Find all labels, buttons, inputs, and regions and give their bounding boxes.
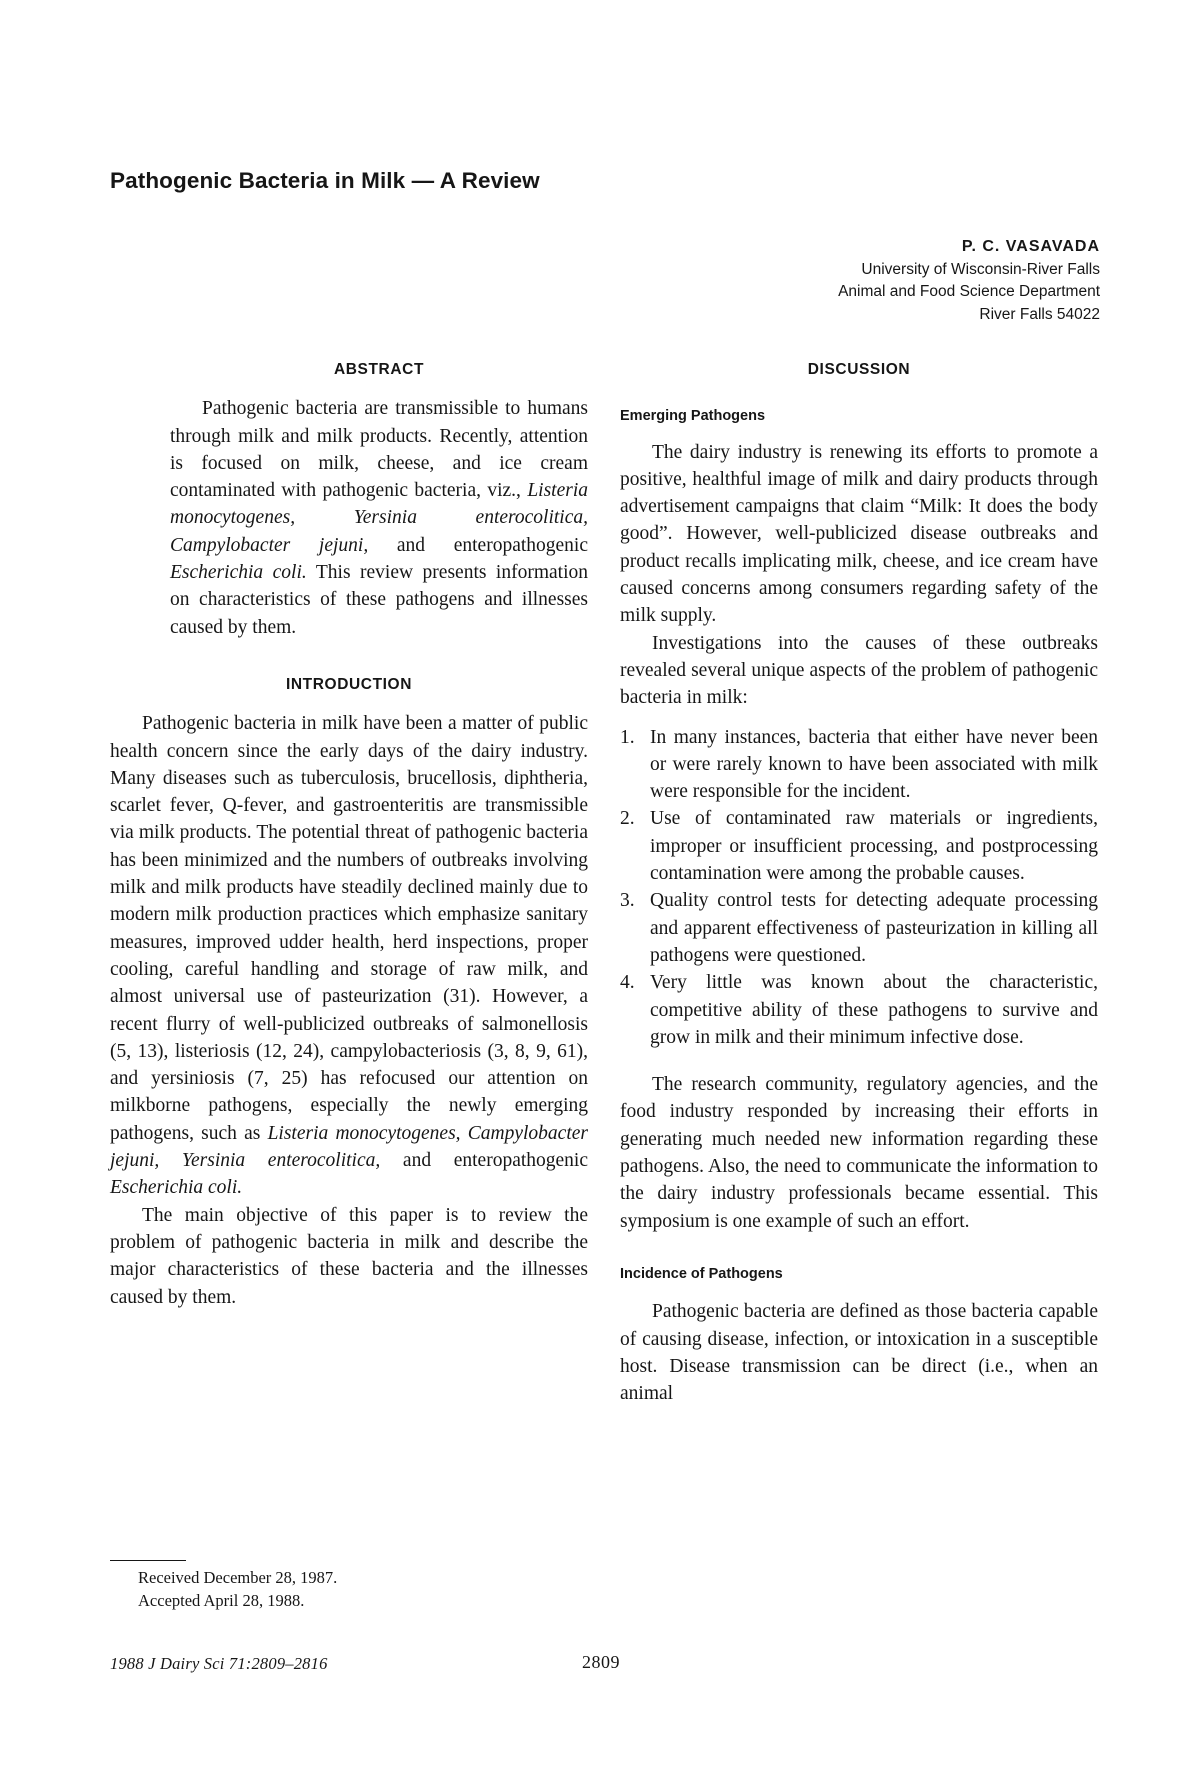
abstract-joiner: and enteropathogenic [396, 534, 588, 556]
footnotes [138, 1566, 337, 1612]
author-name: P. C. VASAVADA [961, 238, 1100, 255]
introduction-paragraph [110, 710, 588, 1201]
right-column [620, 356, 1098, 1407]
intro-joiner: and enteropathogenic [402, 1150, 588, 1172]
issues-list [620, 724, 1098, 1052]
intro-body: Pathogenic bacteria in milk have been a matter of public health concern since the early days of the dairy industry. Many diseases such as tuberculosis, brucellosis, diphtheria, scarlet fever, Q-fever, and gastroenteritis are transmissible via milk products. The potential threat of pathogenic bacteria has been minimized and the numbers of outbreaks involving milk and milk products have steadily declined mainly due to modern milk production practices which emphasize sanitary measures, improved udder health, herd inspections, proper cooling, careful handling and storage of raw milk, and almost universal use of pasteurization (31). However, a recent flurry of well-publicized outbreaks of salmonellosis (5, 13), listeriosis (12, 24), campylobacteriosis (3, 8, 9, 61), and yersiniosis (7, 25) has refocused our attention on milkborne pathogens, especially the newly emerging pathogens, such as [110, 713, 588, 1144]
list-item: 3. Quality control tests for detecting adequate processing and apparent effectiveness of pasteurization in killing all pathogens were questioned. [620, 890, 1098, 966]
author-block [580, 236, 1100, 326]
list-item: 4. Very little was known about the characteristic, competitive ability of these pathogens to survive and grow in milk and their minimum infective dose. [620, 972, 1098, 1048]
affiliation-line: Animal and Food Science Department [838, 283, 1100, 300]
introduction-paragraph: The main objective of this paper is to review the problem of pathogenic bacteria in milk and describe the major characteristics of these bacteria and the illnesses caused by them. [110, 1204, 588, 1308]
affiliation-line: River Falls 54022 [979, 305, 1100, 323]
subsection-heading: Incidence of Pathogens [620, 1265, 783, 1282]
species-name: Listeria monocytogenes, Campylobacter jejuni, Yersinia enterocolitica, [110, 1122, 588, 1172]
discussion-paragraph: The dairy industry is renewing its efforts to promote a positive, healthful image of milk and dairy products through advertisement campaigns that claim “Milk: It does the body good”. However, well-publicized disease outbreaks and product recalls implicating milk, cheese, and ice cream have caused concerns among consumers regarding safety of the milk supply. [620, 441, 1098, 627]
species-name: Escherichia coli. [170, 562, 307, 584]
discussion-paragraph: Pathogenic bacteria are defined as those bacteria capable of causing disease, infection, or intoxication in a susceptible host. Disease transmission can be direct (i.e., when an animal [620, 1301, 1098, 1405]
discussion-heading: DISCUSSION [807, 361, 911, 378]
species-name: Escherichia coli. [110, 1177, 243, 1199]
footnote-rule [110, 1560, 186, 1561]
subsection-heading: Emerging Pathogens [620, 408, 766, 425]
journal-citation: 1988 J Dairy Sci 71:2809–2816 [110, 1654, 328, 1673]
affiliation-line: University of Wisconsin-River Falls [861, 260, 1100, 278]
abstract-intro: Pathogenic bacteria are transmissible to humans through milk and milk products. Recently, attention is focused on milk, cheese, and ice cream contaminated with pathogenic bacteria, viz., [170, 398, 588, 502]
abstract-conclusion: This review presents information on characteristics of these pathogens and illnesses caused by them. [170, 562, 588, 638]
page-number: 2809 [582, 1652, 620, 1672]
introduction-heading: INTRODUCTION [285, 675, 413, 693]
abstract-text [170, 395, 588, 641]
discussion-paragraph: The research community, regulatory agencies, and the food industry responded by increasing their efforts in generating much needed new information regarding these pathogens. Also, the need to communicate the information to the dairy industry professionals became essential. This symposium is one example of such an effort. [620, 1074, 1098, 1232]
species-name: Listeria monocytogenes, [170, 480, 589, 529]
species-name: Campylobacter jejuni, [170, 534, 369, 556]
discussion-paragraph: Investigations into the causes of these outbreaks revealed several unique aspects of the problem of pathogenic bacteria in milk: [620, 632, 1098, 709]
footnote-received: Received December 28, 1987. [138, 1568, 338, 1587]
species-name: Yersinia enterocolitica, [353, 507, 589, 529]
footnote-accepted: Accepted April 28, 1988. [138, 1591, 305, 1610]
list-item: 1. In many instances, bacteria that either have never been or were rarely known to have been associated with milk were responsible for the incident. [620, 726, 1098, 803]
left-column [110, 356, 588, 1311]
abstract-heading: ABSTRACT [333, 361, 425, 378]
paper-title: Pathogenic Bacteria in Milk — A Review [110, 168, 540, 193]
list-item: 2. Use of contaminated raw materials or ingredients, improper or insufficient processing, and postprocessing contamination were among the probable causes. [620, 808, 1098, 885]
